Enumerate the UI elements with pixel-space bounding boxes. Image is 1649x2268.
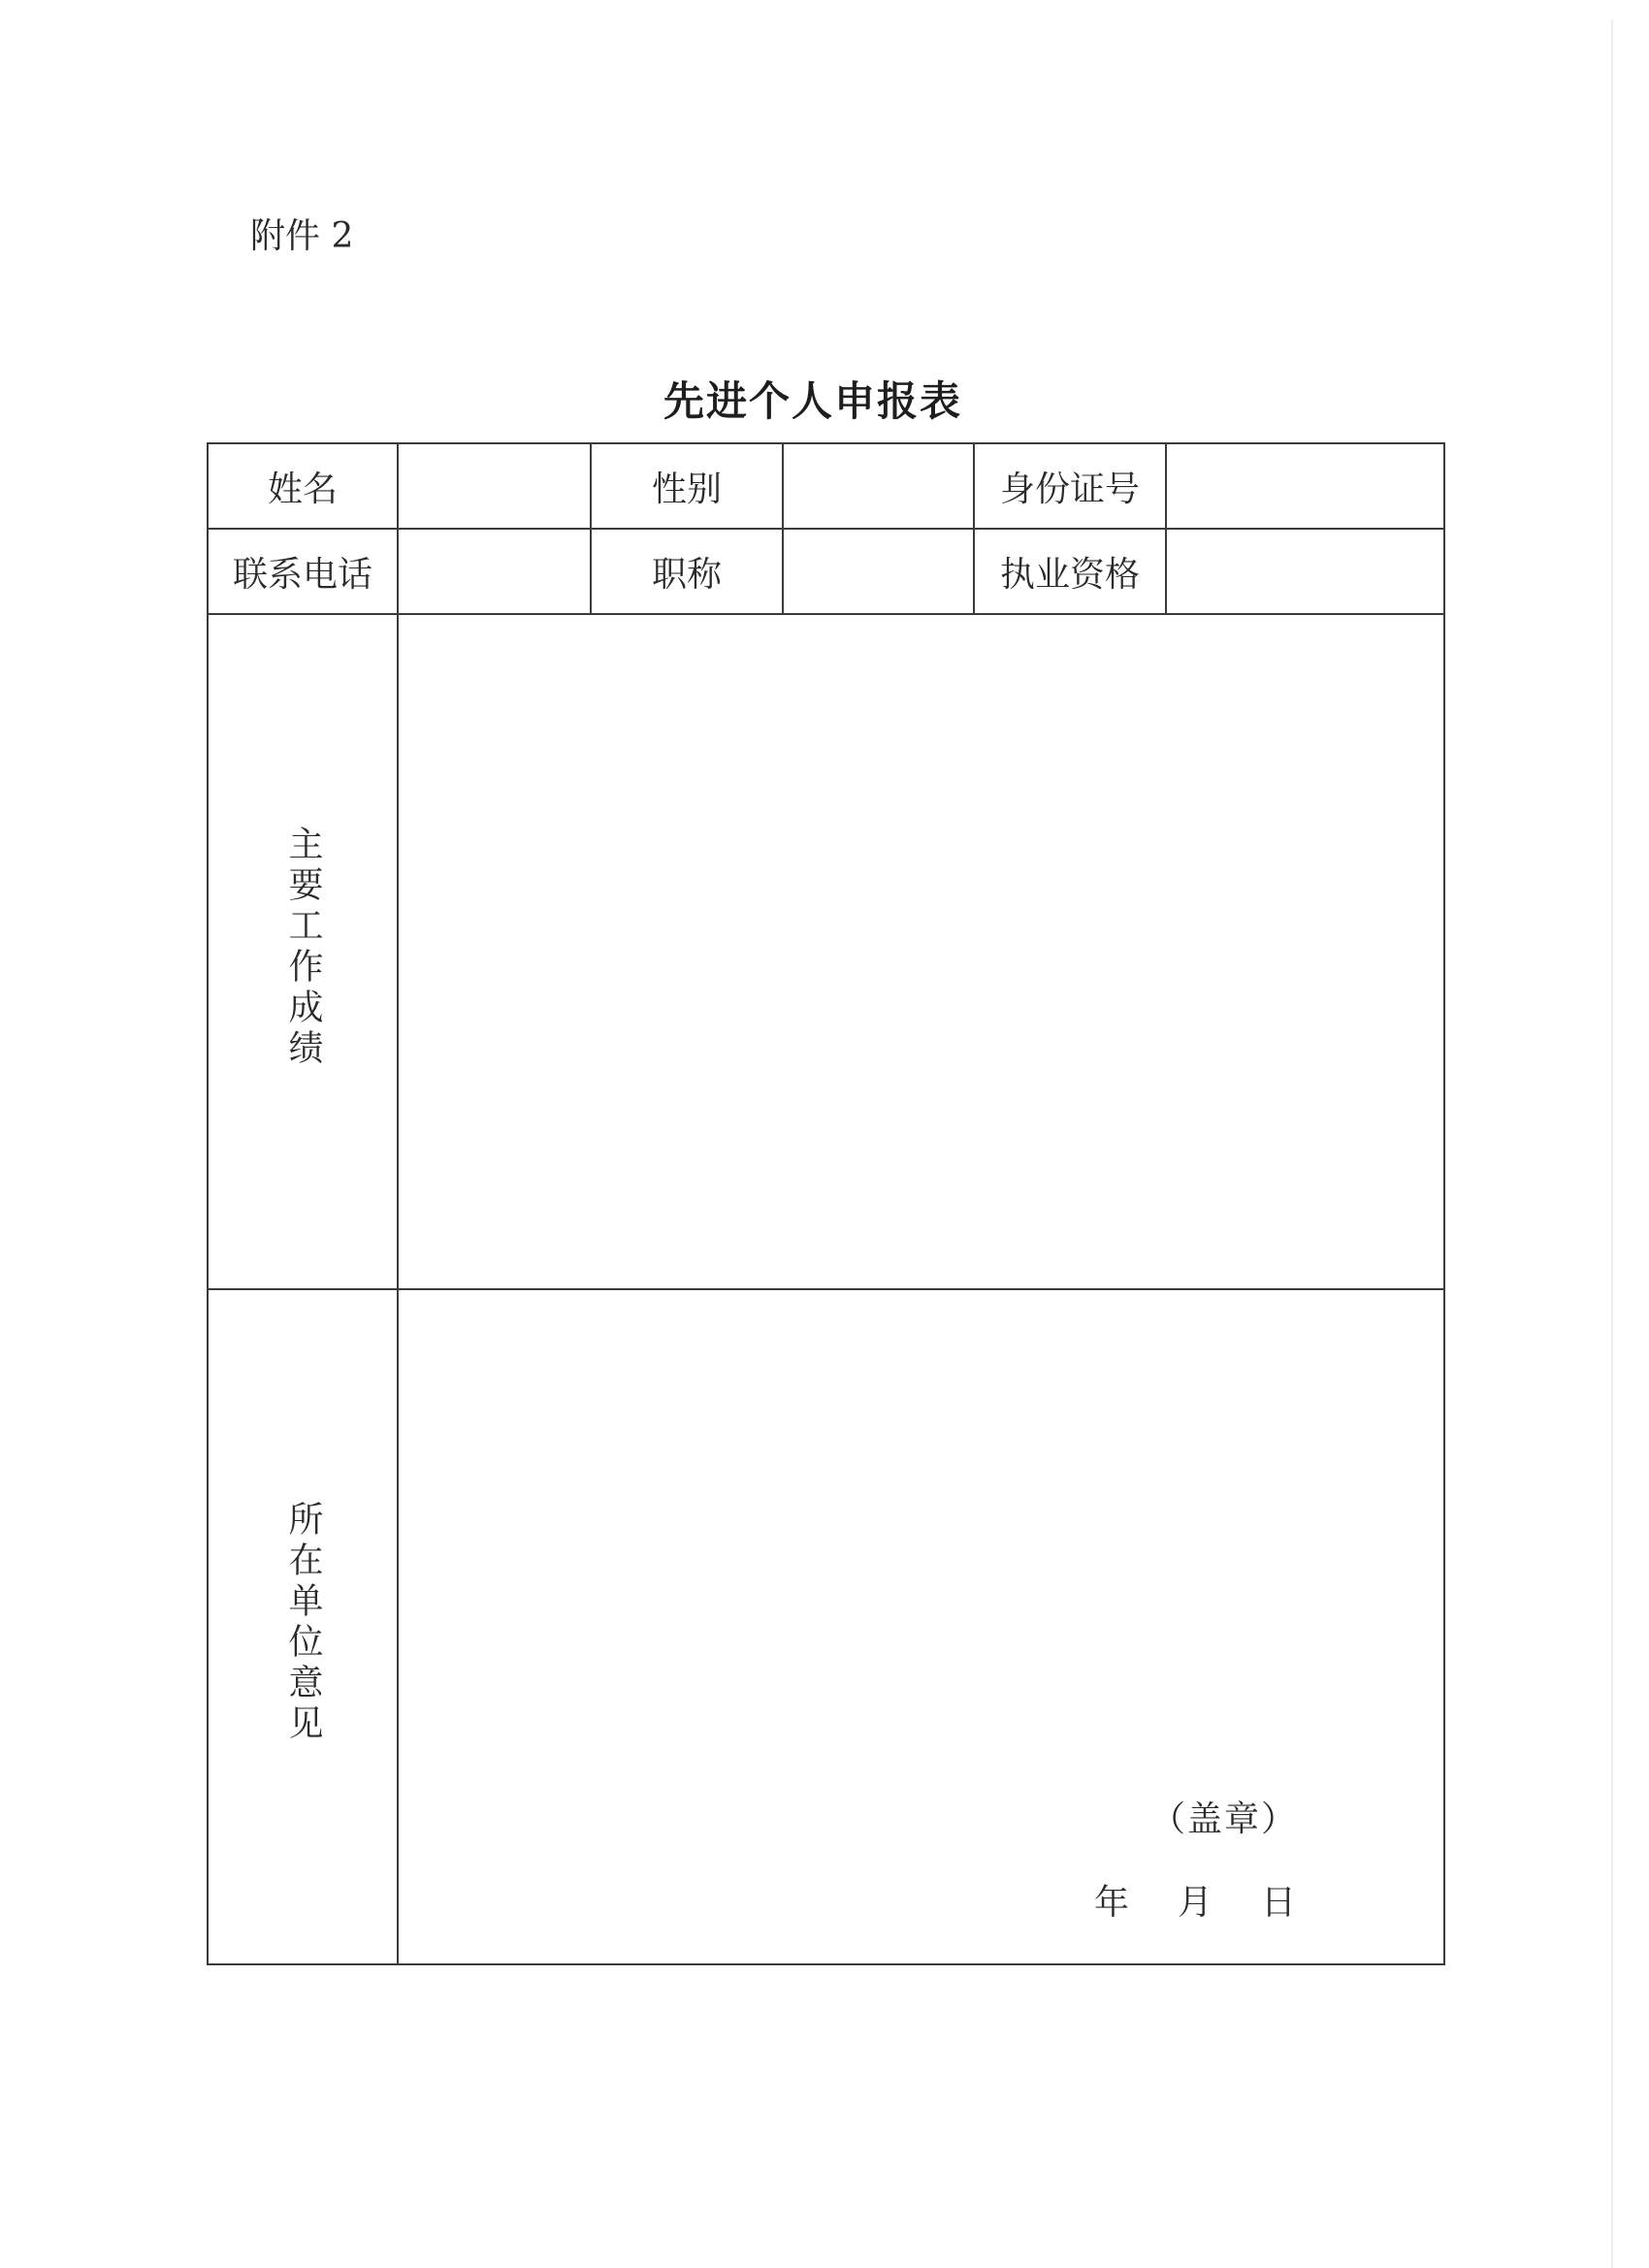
phone-field[interactable] — [398, 529, 591, 614]
qualification-label: 执业资格 — [974, 529, 1166, 614]
date-year: 年 — [1094, 1883, 1130, 1923]
date-day: 日 — [1261, 1883, 1297, 1923]
achievements-field[interactable] — [398, 614, 1444, 1289]
name-label: 姓名 — [208, 443, 398, 529]
form-title: 先进个人申报表 — [663, 377, 962, 425]
form-row-achievements — [208, 614, 1444, 1289]
form-row-basic-2 — [208, 529, 1444, 614]
seal-note: （盖章） — [1150, 1799, 1299, 1839]
job-title-field[interactable] — [783, 529, 974, 614]
date-month: 月 — [1178, 1883, 1213, 1923]
gender-label: 性别 — [591, 443, 783, 529]
name-field[interactable] — [398, 443, 591, 529]
application-form-table — [207, 442, 1445, 1965]
achievements-label-cell — [208, 614, 398, 1289]
qualification-field[interactable] — [1166, 529, 1444, 614]
scan-edge — [1611, 19, 1613, 2268]
id-number-field[interactable] — [1166, 443, 1444, 529]
achievements-label: 主要工作成绩 — [283, 825, 323, 1070]
form-row-basic-1 — [208, 443, 1444, 529]
unit-opinion-label-cell — [208, 1289, 398, 1964]
gender-field[interactable] — [783, 443, 974, 529]
date-line — [1094, 1882, 1296, 1925]
phone-label: 联系电话 — [208, 529, 398, 614]
form-row-unit-opinion — [208, 1289, 1444, 1964]
attachment-label: 附件 2 — [250, 216, 354, 256]
unit-opinion-label: 所在单位意见 — [283, 1500, 323, 1745]
id-number-label: 身份证号 — [974, 443, 1166, 529]
unit-opinion-field[interactable] — [398, 1289, 1444, 1964]
job-title-label: 职称 — [591, 529, 783, 614]
